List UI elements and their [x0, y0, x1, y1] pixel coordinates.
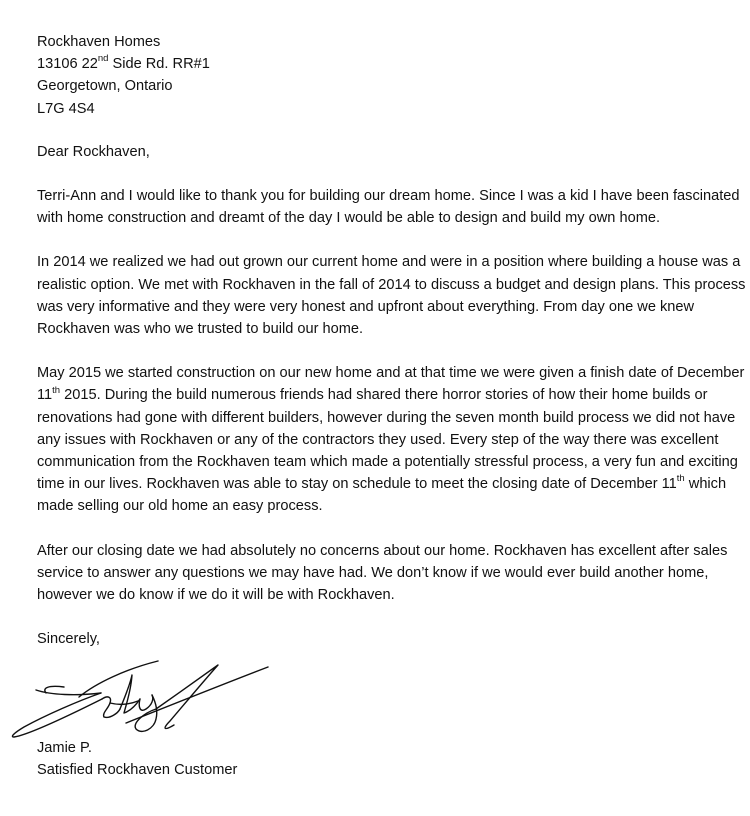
paragraph-3	[37, 362, 747, 517]
paragraph-3-part-a: May 2015 we started construction on our new home and at that time we were given a finish date of December 11	[37, 365, 745, 404]
ordinal-superscript: th	[52, 384, 61, 396]
street-superscript: nd	[97, 53, 109, 65]
letter-body	[37, 31, 747, 650]
paragraph-3-part-c: which made selling our old home an easy process.	[37, 476, 727, 515]
sender-city: Georgetown, Ontario	[37, 78, 173, 95]
closing: Sincerely,	[37, 631, 100, 648]
signer-name: Jamie P.	[37, 740, 92, 756]
sender-postal-code: L7G 4S4	[37, 100, 95, 117]
salutation: Dear Rockhaven,	[37, 143, 150, 160]
signer-title: Satisfied Rockhaven Customer	[37, 762, 238, 779]
paragraph-3-part-b: 2015. During the build numerous friends had shared there horror stories of how their home builds or renovations had gone with different builders, however during the seven month build process we did not have any issues with Rockhaven or any of the contractors they used. Every step of the way there was excellent communication from the Rockhaven team which made a potentially stressful process, a very fun and exciting time in our lives. Rockhaven was able to stay on schedule to meet the closing date of December 11	[37, 387, 738, 493]
sender-street	[37, 53, 747, 75]
sender-address	[37, 31, 747, 120]
paragraph-4: After our closing date we had absolutely no concerns about our home. Rockhaven has excellent after sales service to answer any questions we may have had. We don’t know if we would ever build another home, however we do know if we do it will be with Rockhaven.	[37, 542, 728, 604]
paragraph-1: Terri-Ann and I would like to thank you for building our dream home. Since I was a kid I have been fascinated with home construction and dreamt of the day I would be able to design and build my own home.	[37, 188, 740, 227]
ordinal-superscript: th	[676, 473, 685, 485]
signer-block	[37, 737, 237, 781]
street-prefix: 13106 22	[37, 56, 98, 73]
street-suffix: Side Rd. RR#1	[108, 56, 210, 73]
paragraph-2: In 2014 we realized we had out grown our current home and were in a position where building a house was a realistic option. We met with Rockhaven in the fall of 2014 to discuss a budget and design plans. This process was very informative and they were very honest and upfront about everything. From day one we knew Rockhaven was who we trusted to build our home.	[37, 254, 746, 338]
sender-name: Rockhaven Homes	[37, 34, 161, 50]
